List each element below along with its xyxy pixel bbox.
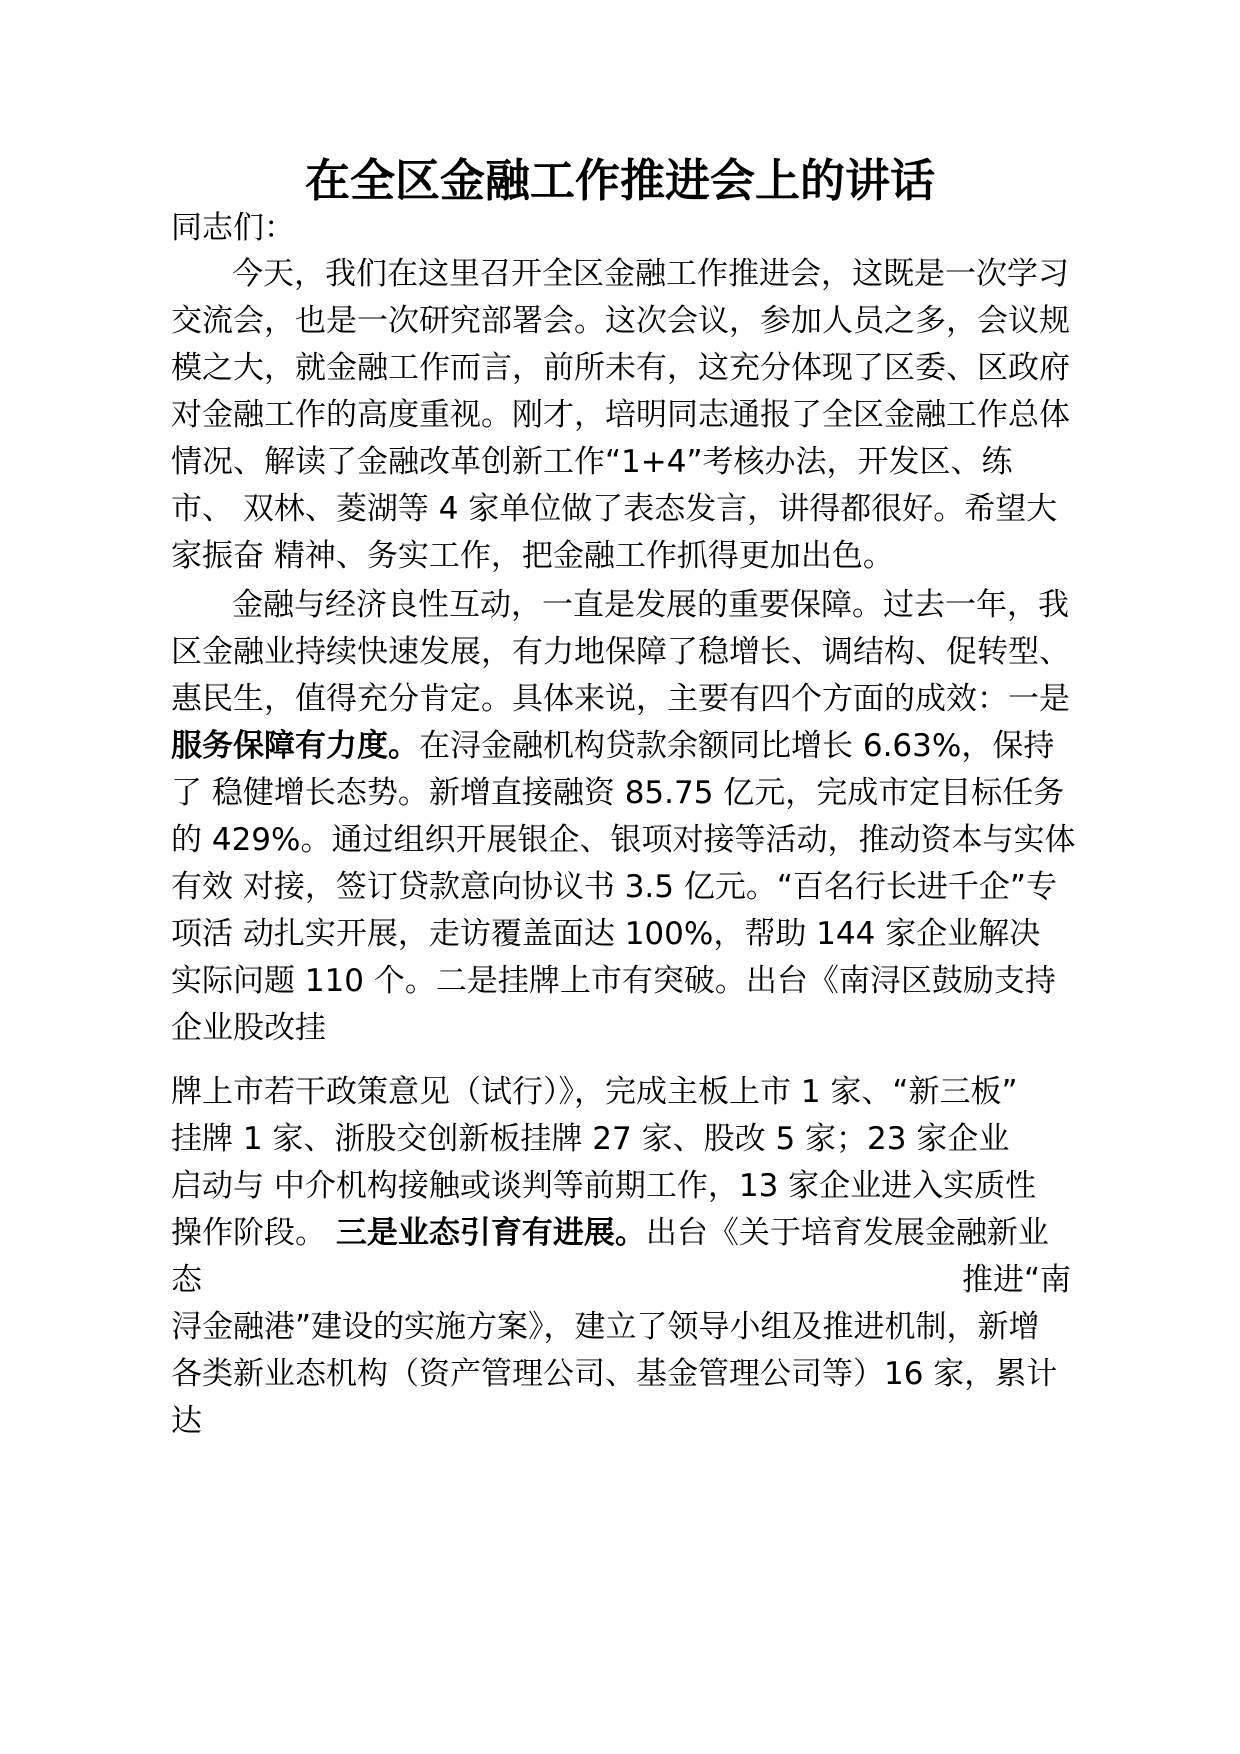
- body-line: 市、 双林、菱湖等 4 家单位做了表态发言，讲得都很好。希望大: [171, 491, 1058, 527]
- body-line: 的 429%。通过组织开展银企、银项对接等活动，推动资本与实体: [171, 822, 1076, 858]
- body-line: 金融与经济良性互动，一直是发展的重要保障。过去一年，我: [232, 587, 1069, 623]
- body-line: 达: [171, 1403, 202, 1439]
- body-line-fragment: 推进“南: [962, 1262, 1072, 1298]
- body-line: 了 稳健增长态势。新增直接融资 85.75 亿元，完成市定目标任务: [171, 775, 1065, 811]
- body-line: 情况、解读了金融改革创新工作“1+4”考核办法，开发区、练: [171, 444, 1013, 480]
- body-line: 惠民生，值得充分肯定。具体来说，主要有四个方面的成效：一是: [171, 681, 1070, 717]
- body-line: 今天，我们在这里召开全区金融工作推进会，这既是一次学习: [232, 256, 1069, 292]
- body-line: 态: [171, 1262, 202, 1298]
- body-line: 启动与 中介机构接触或谈判等前期工作，13 家企业进入实质性: [171, 1168, 1037, 1204]
- document-title: 在全区金融工作推进会上的讲话: [304, 154, 935, 207]
- body-line: 项活 动扎实开展，走访覆盖面达 100%，帮助 144 家企业解决: [171, 916, 1041, 952]
- body-line: 模之大，就金融工作而言，前所未有，这充分体现了区委、区政府: [171, 350, 1070, 386]
- body-line: 实际问题 110 个。二是挂牌上市有突破。出台《南浔区鼓励支持: [171, 963, 1056, 999]
- body-text: 出台《关于培育发展金融新业: [645, 1215, 1049, 1251]
- bold-heading: 服务保障有力度。: [171, 728, 419, 764]
- body-line: 家振奋 精神、务实工作，把金融工作抓得更加出色。: [171, 538, 894, 574]
- body-line: 交流会，也是一次研究部署会。这次会议，参加人员之多，会议规: [171, 303, 1070, 339]
- salutation: 同志们：: [171, 210, 295, 246]
- body-line: 挂牌 1 家、浙股交创新板挂牌 27 家、股改 5 家；23 家企业: [171, 1121, 1010, 1157]
- body-line: 浔金融港”建设的实施方案》，建立了领导小组及推进机制，新增: [171, 1309, 1040, 1345]
- bold-heading: 三是业态引育有进展。: [335, 1215, 646, 1251]
- body-text: 在浔金融机构贷款余额同比增长 6.63%，保持: [419, 728, 1055, 764]
- body-line: 有效 对接，签订贷款意向协议书 3.5 亿元。“百名行长进千企”专: [171, 869, 1057, 905]
- body-line: 区金融业持续快速发展，有力地保障了稳增长、调结构、促转型、: [171, 634, 1070, 670]
- body-line: [171, 724, 1054, 768]
- body-line: 牌上市若干政策意见（试行）》，完成主板上市 1 家、“新三板”: [171, 1074, 1018, 1110]
- body-line: 对金融工作的高度重视。刚才，培明同志通报了全区金融工作总体: [171, 397, 1070, 433]
- body-line: 各类新业态机构（资产管理公司、基金管理公司等）16 家，累计: [171, 1356, 1058, 1392]
- body-line: 企业股改挂: [171, 1010, 326, 1046]
- body-line: [171, 1211, 1049, 1255]
- body-text: 操作阶段。: [171, 1215, 336, 1251]
